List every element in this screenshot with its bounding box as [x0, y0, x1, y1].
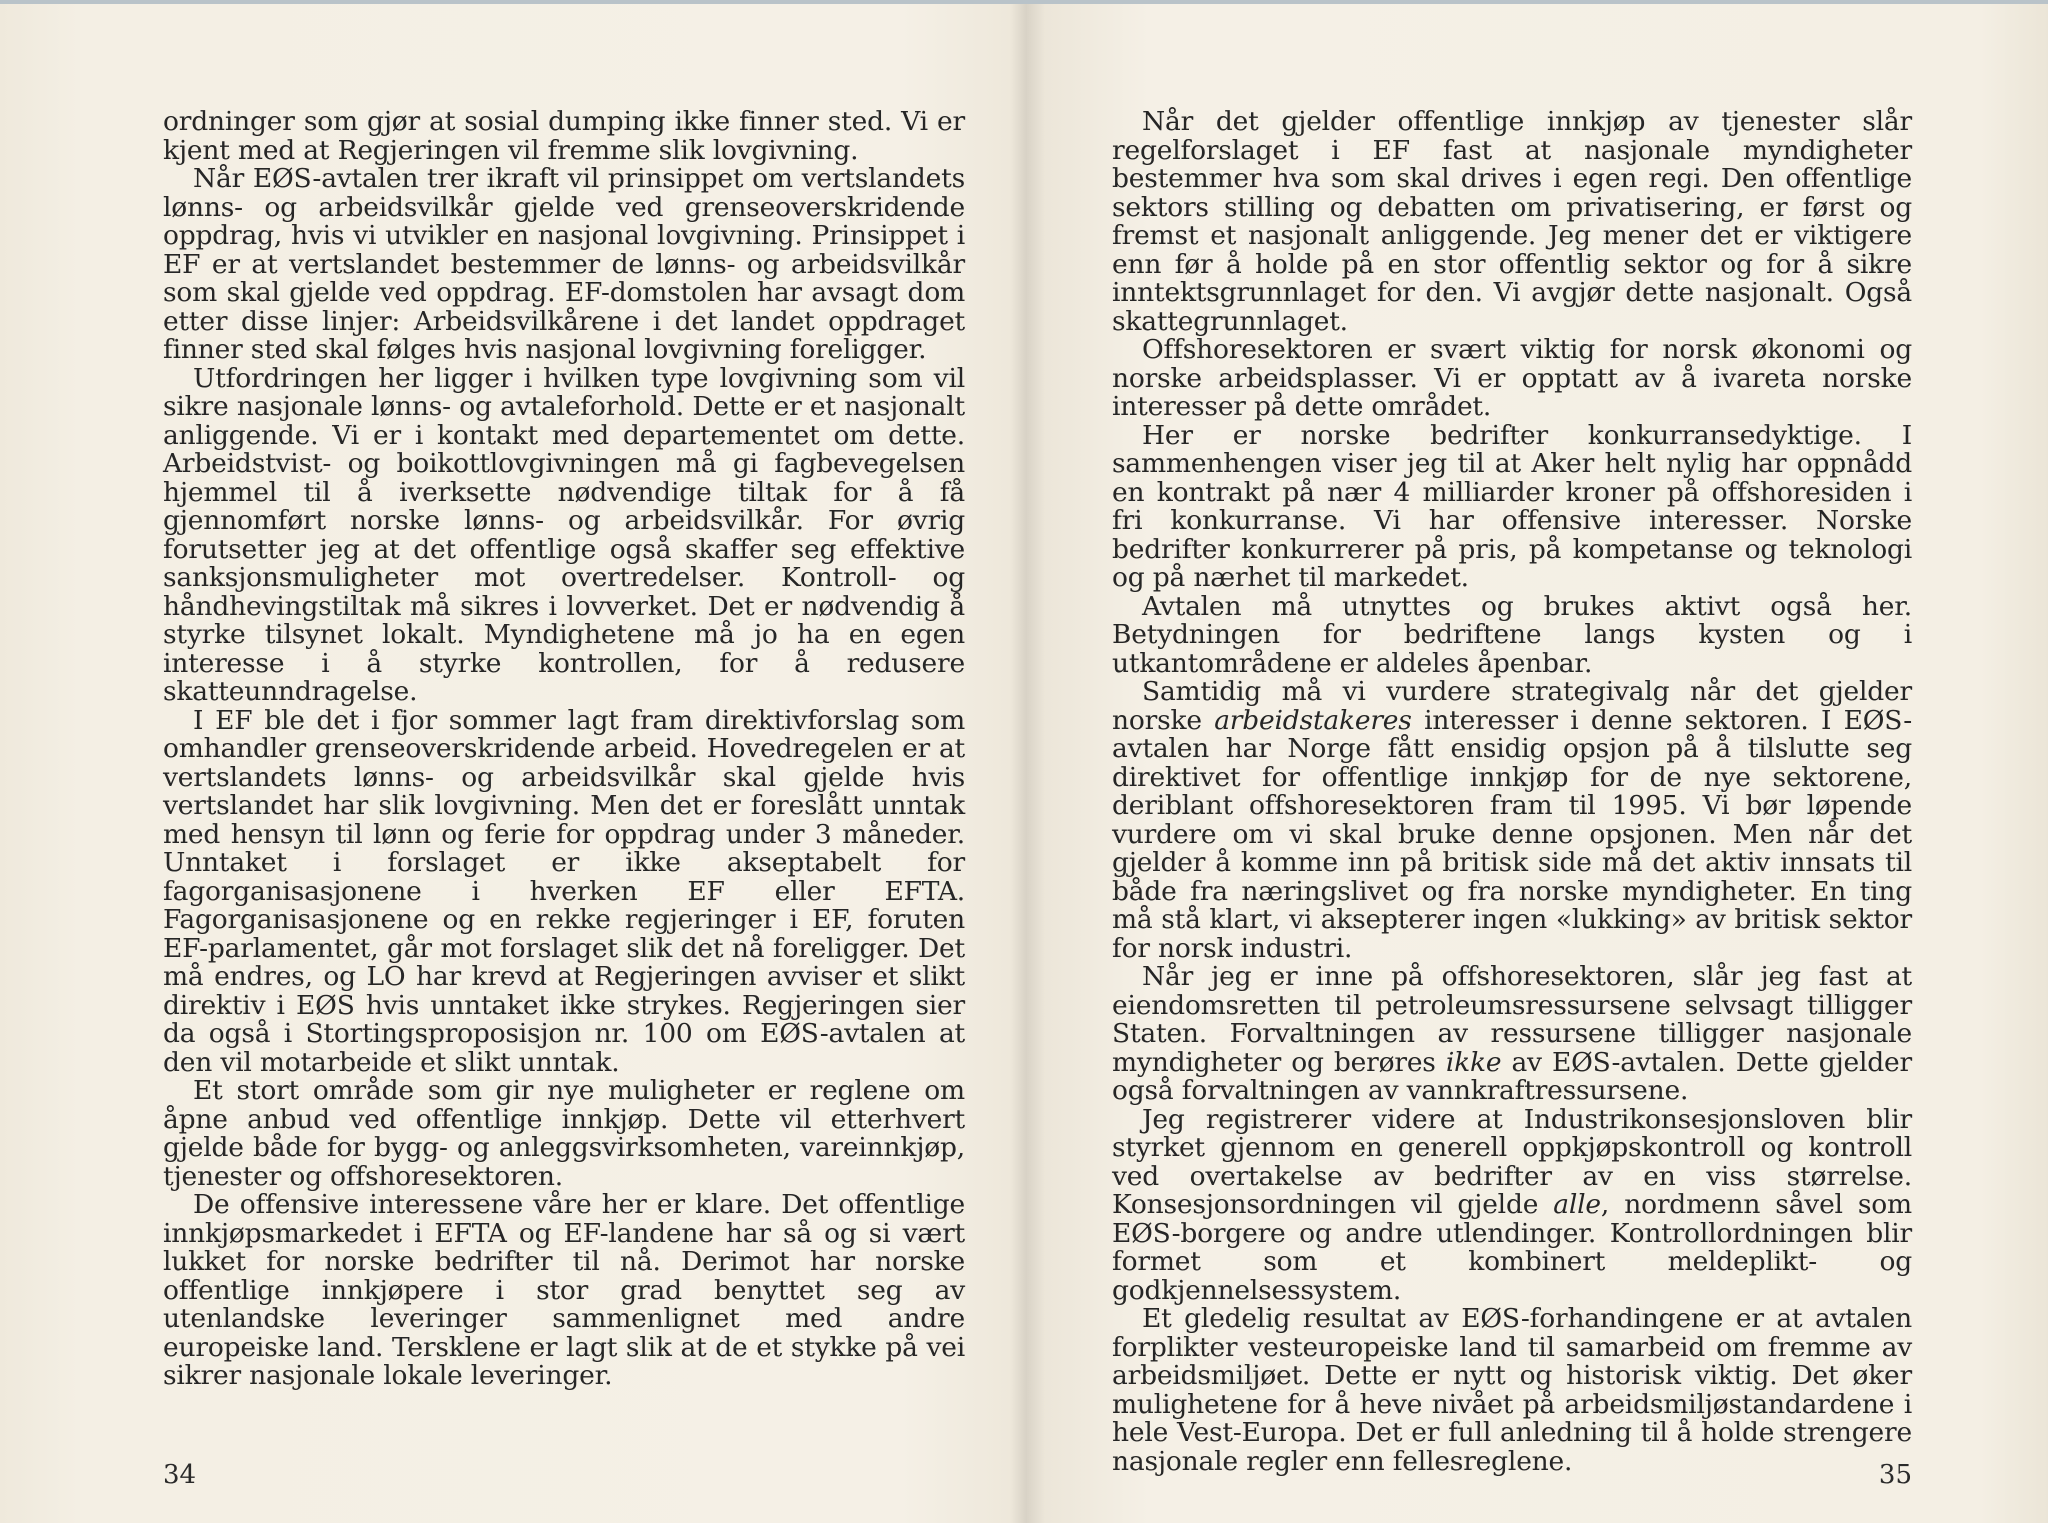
paragraph	[1112, 1305, 1912, 1476]
paragraph	[1112, 419, 1912, 593]
text-run: Når jeg er inne på offshoresektoren, slår jeg fast at eiendomsretten til petroleumsressursene selvsagt tilligger Staten. Forvaltningen av ressursene tilligger nasjonale myndigheter og berøres	[1112, 961, 1912, 1078]
paragraph: De offensive interessene våre her er klare. Det offentlige innkjøpsmarkedet i EFTA og EF-landene har så og si vært lukket for norske bedrifter til nå. Derimot har norske offentlige innkjøpere i stor grad benyttet seg av utenlandske leveringer sammenlignet med andre europeiske land. Tersklene er lagt slik at de et stykke på vei sikrer nasjonale lokale leveringer.	[163, 1189, 965, 1391]
paragraph	[1112, 1103, 1912, 1306]
text-run: Offshoresektoren er svært viktig for norsk økonomi og norske arbeidsplasser. Vi er opptatt av å ivareta norske interesser på dette området.	[1112, 334, 1912, 422]
italic-text-run: arbeidstakeres	[1214, 704, 1412, 736]
text-run: Her er norske bedrifter konkurransedyktige. I sammenhengen viser jeg til at Aker helt nylig har oppnådd en kontrakt på nær 4 milliarder kroner på offshoresiden i fri konkurranse. Vi har offensive interesser. Norske bedrifter konkurrerer på pris, på kompetanse og teknologi og på nærhet til markedet.	[1112, 419, 1912, 593]
paragraph	[1112, 108, 1912, 336]
text-run: Et gledelig resultat av EØS-forhandingene er at avtalen forplikter vesteuropeiske land til samarbeid om fremme av arbeidsmiljøet. Dette er nytt og historisk viktig. Det øker mulighetene for å heve nivået på arbeidsmiljøstandardene i hele Vest-Europa. Det er full anledning til å holde strengere nasjonale regler enn fellesreglene.	[1112, 1303, 1912, 1477]
text-run: Avtalen må utnyttes og brukes aktivt også her. Betydningen for bedriftene langs kysten og i utkantområdene er aldeles åpenbar.	[1112, 590, 1912, 679]
page-number: 35	[1878, 1460, 1912, 1490]
italic-text-run: alle	[1553, 1189, 1601, 1220]
left-page	[163, 106, 965, 1490]
page-number: 34	[163, 1460, 197, 1490]
italic-text-run: ikke	[1445, 1046, 1502, 1078]
text-run: interesser i denne sektoren. I EØS-avtalen har Norge fått ensidig opsjon på å tilslutte seg direktivet for offentlige innkjøp for de nye sektorene, deriblant offshoresektoren fram til 1995. Vi bør løpende vurdere om vi skal bruke denne opsjonen. Men når det gjelder å komme inn på britisk side må det aktiv innsats til både fra næringslivet og fra norske myndigheter. En ting må stå klart, vi aksepterer ingen «lukking» av britisk sektor for norsk industri.	[1112, 704, 1912, 964]
text-run: Jeg registrerer videre at Industrikonsesjonsloven blir styrket gjennom en generell oppkjøpskontroll og kontroll ved overtakelse av bedrifter av en viss størrelse. Konsesjonsordningen vil gjelde	[1112, 1103, 1912, 1220]
left-page-body	[163, 108, 965, 1391]
text-run: Når det gjelder offentlige innkjøp av tjenester slår regelforslaget i EF fast at nasjonale myndigheter bestemmer hva som skal drives i egen regi. Den offentlige sektors stilling og debatten om privatisering, er først og fremst et nasjonalt anliggende. Jeg mener det er viktigere enn før å holde på en stor offentlig sektor og for å sikre inntektsgrunnlaget for den. Vi avgjør dette nasjonalt. Også skattegrunnlaget.	[1112, 106, 1912, 337]
paragraph	[1112, 678, 1912, 963]
right-page	[1112, 106, 1912, 1490]
paragraph	[1112, 963, 1912, 1106]
text-run: , nordmenn såvel som EØS-borgere og andre utlendinger. Kontrollordningen blir formet som et kombinert meldeplikt- og godkjennelsessystem.	[1112, 1189, 1912, 1306]
paragraph	[1112, 590, 1912, 679]
paragraph: Et stort område som gir nye muligheter er reglene om åpne anbud ved offentlige innkjøp. Dette vil etterhvert gjelde både for bygg- og anleggsvirksomheten, vareinnkjøp, tjenester og offshoresektoren.	[163, 1075, 965, 1192]
paragraph	[1112, 336, 1912, 422]
paragraph: ordninger som gjør at sosial dumping ikke finner sted. Vi er kjent med at Regjeringen vil fremme slik lovgivning.	[163, 106, 965, 166]
scan-edge	[0, 0, 2048, 4]
text-run: av EØS-avtalen. Dette gjelder også forvaltningen av vannkraftressursene.	[1112, 1046, 1912, 1106]
paragraph: Når EØS-avtalen trer ikraft vil prinsippet om vertslandets lønns- og arbeidsvilkår gjelde ved grenseoverskridende oppdrag, hvis vi utvikler en nasjonal lovgivning. Prinsippet i EF er at vertslandet bestemmer de lønns- og arbeidsvilkår som skal gjelde ved oppdrag. EF-domstolen har avsagt dom etter disse linjer: Arbeidsvilkårene i det landet oppdraget finner sted skal følges hvis nasjonal lovgivning foreligger.	[163, 163, 965, 365]
paragraph: Utfordringen her ligger i hvilken type lovgivning som vil sikre nasjonale lønns- og avtaleforhold. Dette er et nasjonalt anliggende. Vi er i kontakt med departementet om dette. Arbeidstvist- og boikottlovgivningen må gi fagbevegelsen hjemmel til å iverksette nødvendige tiltak for å få gjennomført norske lønns- og arbeidsvilkår. For øvrig forutsetter jeg at det offentlige også skaffer seg effektive sanksjonsmuligheter mot overtredelser. Kontroll- og håndhevingstiltak må sikres i lovverket. Det er nødvendig å styrke tilsynet lokalt. Myndighetene må jo ha en egen interesse i å styrke kontrollen, for å redusere skatteunndragelse.	[163, 362, 965, 707]
text-run: Samtidig må vi vurdere strategivalg når det gjelder norske	[1112, 676, 1912, 736]
right-page-body	[1112, 108, 1912, 1476]
paragraph: I EF ble det i fjor sommer lagt fram direktivforslag som omhandler grenseoverskridende arbeid. Hovedregelen er at vertslandets lønns- og arbeidsvilkår skal gjelde hvis vertslandet har slik lovgivning. Men det er foreslått unntak med hensyn til lønn og ferie for oppdrag under 3 måneder. Unntaket i forslaget er ikke akseptabelt for fagorganisasjonene i hverken EF eller EFTA. Fagorganisasjonene og en rekke regjeringer i EF, foruten EF-parlamentet, går mot forslaget slik det nå foreligger. Det må endres, og LO har krevd at Regjeringen avviser et slikt direktiv i EØS hvis unntaket ikke strykes. Regjeringen sier da også i Stortingsproposisjon nr. 100 om EØS-avtalen at den vil motarbeide et slikt unntak.	[163, 704, 965, 1078]
